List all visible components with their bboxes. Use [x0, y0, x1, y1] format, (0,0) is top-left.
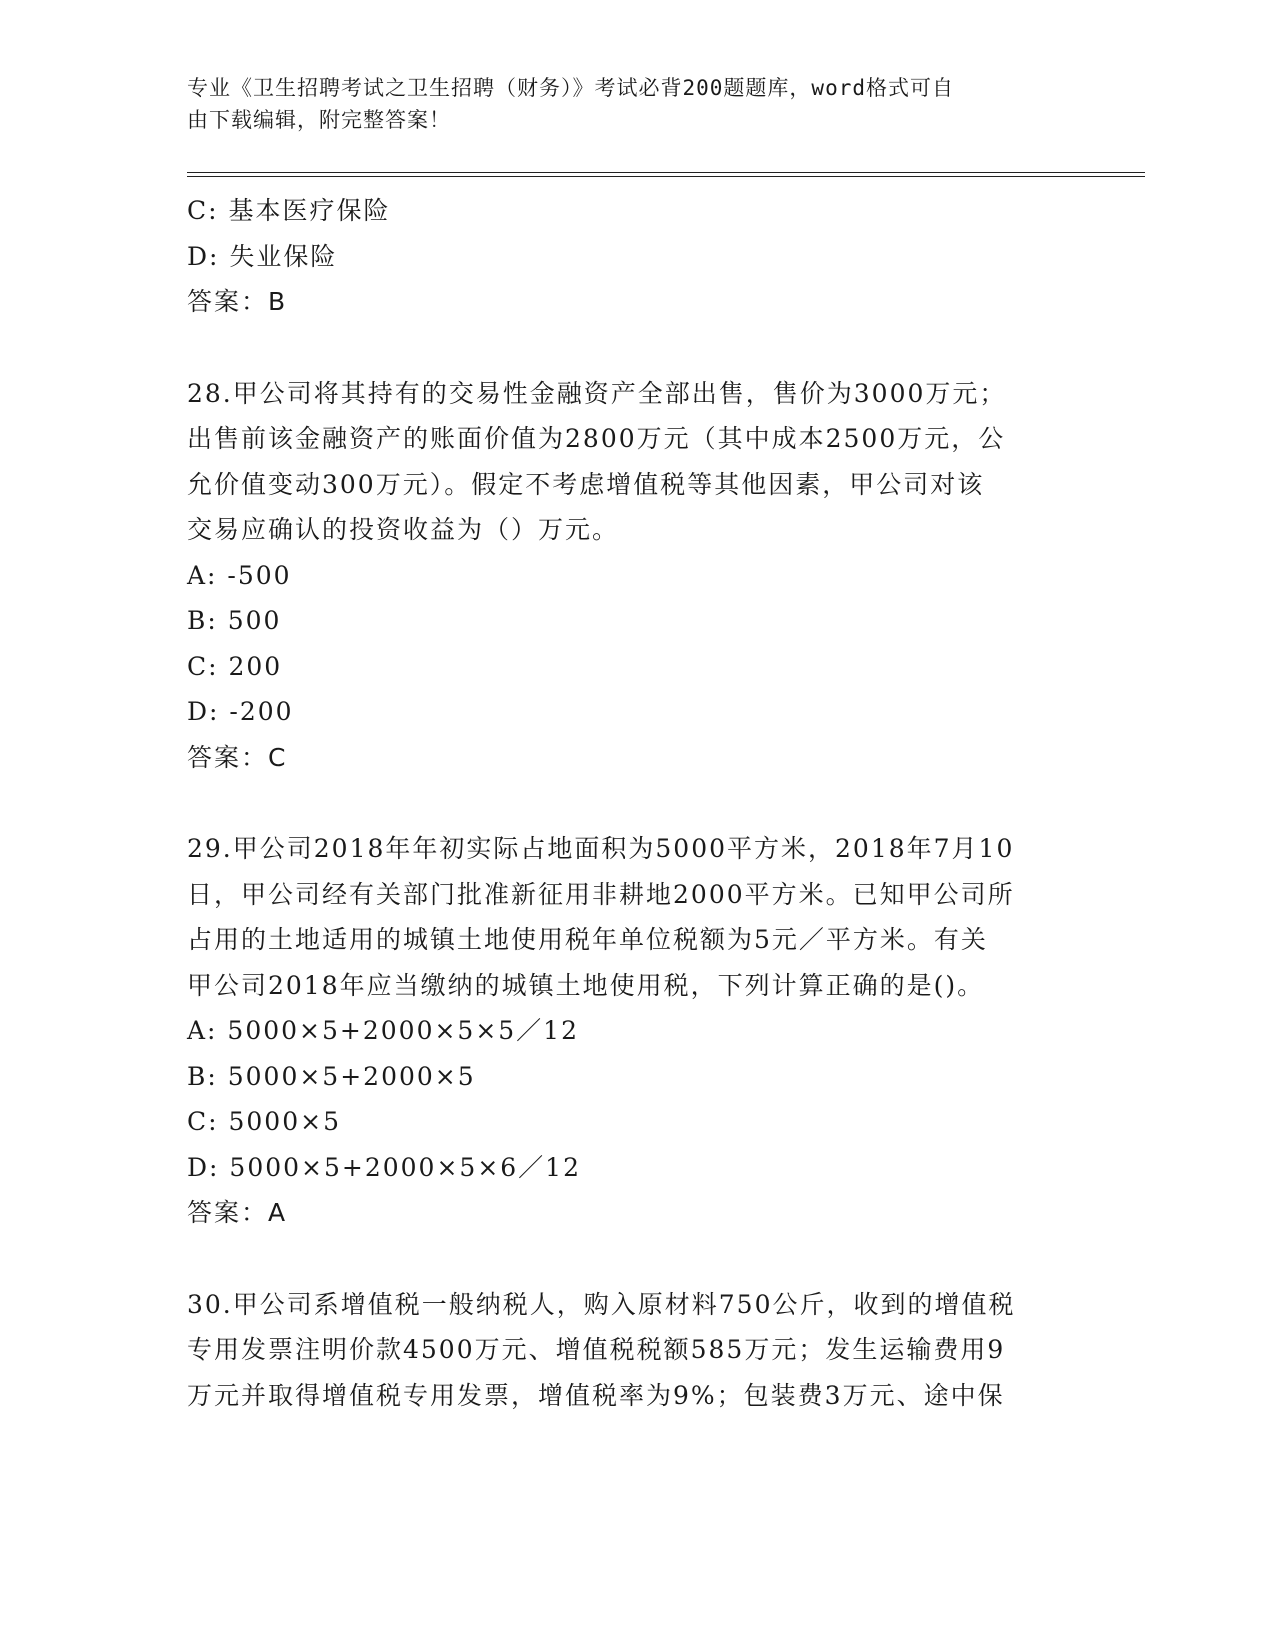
option-d: D: -200	[187, 697, 294, 726]
question-text-line: 30.甲公司系增值税一般纳税人，购入原材料750公斤，收到的增值税	[187, 1289, 1016, 1319]
question-text-line: 占用的土地适用的城镇土地使用税年单位税额为5元／平方米。有关	[187, 925, 988, 954]
question-text-line: 交易应确认的投资收益为（）万元。	[187, 515, 620, 544]
option-c: C: 基本医疗保险	[187, 196, 391, 225]
answer-label: 答案：B	[187, 287, 288, 316]
header-line-1: 专业《卫生招聘考试之卫生招聘（财务）》考试必背200题题库，word格式可自	[187, 76, 954, 100]
option-d: D: 5000×5+2000×5×6／12	[187, 1152, 581, 1182]
header-rule-top	[187, 172, 1145, 173]
option-a: A: 5000×5+2000×5×5／12	[187, 1016, 579, 1045]
question-text-line: 专用发票注明价款4500万元、增值税税额585万元；发生运输费用9	[187, 1335, 1006, 1364]
question-text-line: 28.甲公司将其持有的交易性金融资产全部出售，售价为3000万元；	[187, 378, 1007, 408]
document-body	[187, 188, 1067, 1418]
question-text-line: 日，甲公司经有关部门批准新征用非耕地2000平方米。已知甲公司所	[187, 879, 1015, 909]
question-29	[187, 826, 1067, 1236]
option-a: A: -500	[187, 560, 292, 590]
question-text-line: 出售前该金融资产的账面价值为2800万元（其中成本2500万元，公	[187, 424, 1006, 453]
answer-label: 答案：A	[187, 1198, 288, 1227]
question-text-line: 29.甲公司2018年年初实际占地面积为5000平方米，2018年7月10	[187, 834, 1015, 863]
header-rule-bottom	[187, 176, 1145, 177]
question-27-tail	[187, 188, 1067, 325]
option-d: D: 失业保险	[187, 241, 338, 271]
option-b: B: 5000×5+2000×5	[187, 1061, 476, 1091]
document-header	[187, 72, 1087, 136]
question-text-line: 允价值变动300万元）。假定不考虑增值税等其他因素，甲公司对该	[187, 469, 985, 499]
option-c: C: 200	[187, 651, 283, 681]
question-30	[187, 1282, 1067, 1419]
option-c: C: 5000×5	[187, 1107, 341, 1136]
header-line-2: 由下载编辑，附完整答案！	[187, 108, 451, 132]
question-text-line: 甲公司2018年应当缴纳的城镇土地使用税，下列计算正确的是()。	[187, 970, 985, 1000]
question-text-line: 万元并取得增值税专用发票，增值税率为9%；包装费3万元、途中保	[187, 1380, 1005, 1410]
answer-label: 答案：C	[187, 742, 288, 772]
question-28	[187, 371, 1067, 781]
option-b: B: 500	[187, 606, 282, 635]
